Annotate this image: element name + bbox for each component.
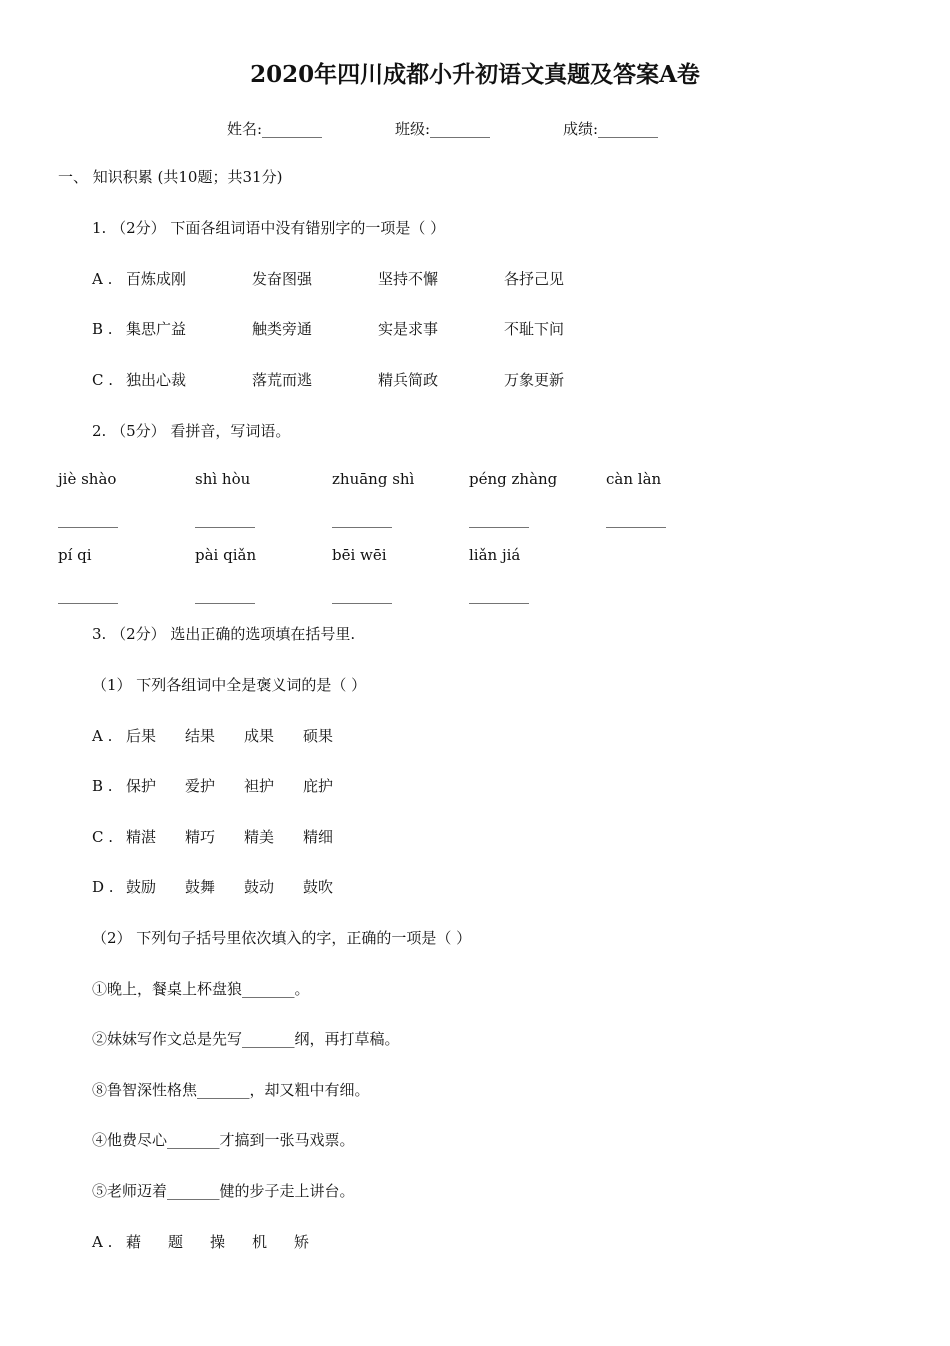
option-word: 结果 — [185, 727, 216, 745]
option-char: 操 — [210, 1233, 226, 1251]
fill-sentence: ⑧鲁智深性格焦_______，却又粗中有细。 — [92, 1081, 370, 1099]
answer-blank[interactable]: ________ — [58, 586, 118, 604]
q3-sub1-option-a — [92, 726, 333, 746]
answer-blank[interactable]: ________ — [195, 586, 255, 604]
option-word: 成果 — [244, 727, 275, 745]
answer-blank[interactable]: ________ — [332, 510, 392, 528]
q3-sub1-stem: （1） 下列各组词中全是褒义词的是（ ） — [92, 676, 367, 694]
pinyin-item: liǎn jiá — [469, 546, 521, 564]
q3-sub2-option-a — [92, 1232, 309, 1252]
option-label: A . — [92, 270, 113, 288]
option-word: 集思广益 — [126, 320, 187, 338]
answer-blank[interactable]: ________ — [606, 510, 666, 528]
option-word: 触类旁通 — [252, 320, 313, 338]
option-word: 后果 — [126, 727, 157, 745]
q1-option-b — [92, 319, 564, 339]
option-char: 机 — [252, 1233, 268, 1251]
option-word: 鼓舞 — [185, 878, 216, 896]
score-field: 成绩:________ — [563, 120, 659, 138]
option-word: 百炼成刚 — [126, 270, 187, 288]
fill-sentence: ②妹妹写作文总是先写_______纲，再打草稿。 — [92, 1030, 400, 1048]
question-2-stem: 2. （5分） 看拼音，写词语。 — [92, 422, 291, 440]
option-word: 鼓励 — [126, 878, 157, 896]
option-word: 各抒己见 — [504, 270, 565, 288]
name-field: 姓名:________ — [227, 120, 323, 138]
option-word: 不耻下问 — [504, 320, 565, 338]
q1-option-c — [92, 370, 564, 390]
q3-sub2-stem: （2） 下列句子括号里依次填入的字，正确的一项是（ ） — [92, 929, 472, 947]
page-title: 2020年四川成都小升初语文真题及答案A卷 — [250, 61, 700, 88]
pinyin-item: péng zhàng — [469, 470, 558, 488]
pinyin-item: càn làn — [606, 470, 662, 488]
option-word: 鼓吹 — [303, 878, 334, 896]
fill-sentence: ④他费尽心_______才搞到一张马戏票。 — [92, 1131, 355, 1149]
option-word: 精兵简政 — [378, 371, 439, 389]
option-word: 坚持不懈 — [378, 270, 439, 288]
option-word: 实是求事 — [378, 320, 439, 338]
pinyin-item: bēi wēi — [332, 546, 387, 564]
option-word: 精湛 — [126, 828, 157, 846]
option-char: 藉 — [126, 1233, 142, 1251]
option-word: 发奋图强 — [252, 270, 313, 288]
option-word: 袒护 — [244, 777, 275, 795]
answer-blank[interactable]: ________ — [469, 510, 529, 528]
option-label: A . — [92, 727, 113, 745]
q3-sub1-option-b — [92, 776, 333, 796]
question-1-stem: 1. （2分） 下面各组词语中没有错别字的一项是（ ） — [92, 219, 446, 237]
option-char: 矫 — [294, 1233, 310, 1251]
pinyin-item: zhuāng shì — [332, 470, 415, 488]
pinyin-item: shì hòu — [195, 470, 251, 488]
answer-blank[interactable]: ________ — [469, 586, 529, 604]
fill-sentence: ⑤老师迈着_______健的步子走上讲台。 — [92, 1182, 355, 1200]
option-word: 庇护 — [303, 777, 334, 795]
fill-sentence: ①晚上，餐桌上杯盘狼_______。 — [92, 980, 310, 998]
option-word: 保护 — [126, 777, 157, 795]
option-label: B . — [92, 777, 113, 795]
option-word: 精巧 — [185, 828, 216, 846]
option-char: 题 — [168, 1233, 184, 1251]
option-word: 万象更新 — [504, 371, 565, 389]
pinyin-item: pí qi — [58, 546, 92, 564]
option-label: A . — [92, 1233, 113, 1251]
pinyin-item: pài qiǎn — [195, 546, 257, 564]
q3-sub1-option-c — [92, 827, 333, 847]
option-label: B . — [92, 320, 113, 338]
option-label: D . — [92, 878, 114, 896]
option-word: 鼓动 — [244, 878, 275, 896]
option-word: 硕果 — [303, 727, 334, 745]
option-word: 爱护 — [185, 777, 216, 795]
option-label: C . — [92, 828, 114, 846]
answer-blank[interactable]: ________ — [58, 510, 118, 528]
answer-blank[interactable]: ________ — [195, 510, 255, 528]
answer-blank[interactable]: ________ — [332, 586, 392, 604]
pinyin-item: jiè shào — [58, 470, 117, 488]
option-word: 独出心裁 — [126, 371, 187, 389]
section-heading: 一、 知识积累 (共10题；共31分) — [58, 168, 283, 186]
q1-option-a — [92, 269, 564, 289]
class-field: 班级:________ — [395, 120, 491, 138]
option-word: 落荒而逃 — [252, 371, 313, 389]
option-word: 精美 — [244, 828, 275, 846]
option-word: 精细 — [303, 828, 334, 846]
option-label: C . — [92, 371, 114, 389]
q3-sub1-option-d — [92, 877, 333, 897]
question-3-stem: 3. （2分） 选出正确的选项填在括号里. — [92, 625, 356, 643]
